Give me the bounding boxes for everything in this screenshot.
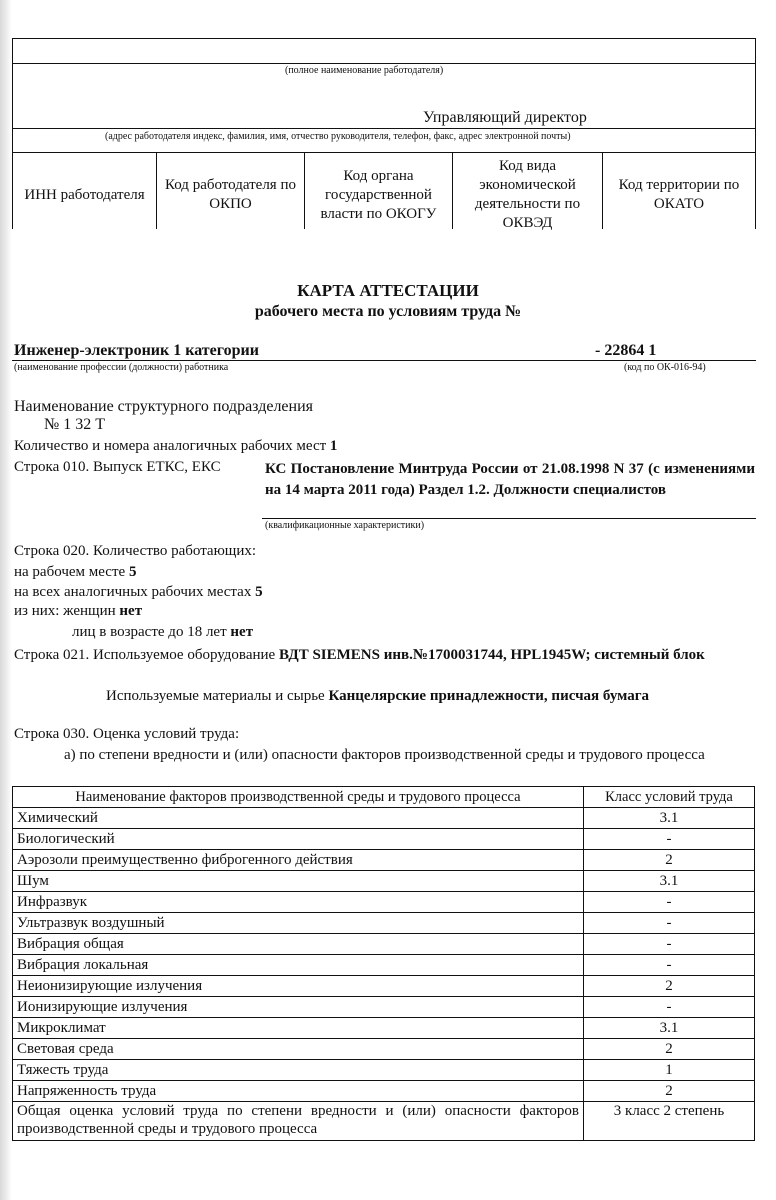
profession-code: - 22864 1 — [595, 342, 657, 359]
row021-materials-value: Канцелярские принадлежности, писчая бумага — [328, 688, 650, 704]
factor-class: 2 — [584, 1081, 755, 1102]
profession-name: Инженер-электроник 1 категории — [14, 342, 259, 359]
factor-name: Ультразвук воздушный — [13, 913, 584, 934]
factor-name: Инфразвук — [13, 892, 584, 913]
table-row — [13, 1039, 755, 1060]
employer-name-caption: (полное наименование работодателя) — [285, 65, 444, 76]
row020-women-label: из них: женщин — [14, 603, 116, 619]
address-line — [13, 128, 755, 129]
row010-value: КС Постановление Минтруда России от 21.08.1998 N 37 (с изменениями на 14 марта 2011 года) Раздел 1.2. Должности специалистов — [265, 461, 755, 498]
row020-minors — [72, 624, 253, 641]
factor-class: 2 — [584, 850, 755, 871]
row030-sub-a: а) по степени вредности и (или) опасности факторов производственной среды и трудового процесса — [64, 747, 705, 763]
factor-class: - — [584, 997, 755, 1018]
table-row — [13, 871, 755, 892]
factor-name: Вибрация локальная — [13, 955, 584, 976]
factor-name: Тяжесть труда — [13, 1060, 584, 1081]
analog-label: Количество и номера аналогичных рабочих мест — [14, 438, 327, 454]
row010-label: Строка 010. Выпуск ЕТКС, ЕКС — [14, 459, 221, 475]
row020-label: Строка 020. Количество работающих: — [14, 543, 257, 559]
table-row — [13, 934, 755, 955]
code-okato: Код территории по ОКАТО — [618, 177, 740, 212]
employer-header-box — [12, 38, 756, 229]
row020-minors-label: лиц в возрасте до 18 лет — [72, 624, 227, 640]
factor-class: 3.1 — [584, 871, 755, 892]
profession-code-caption: (код по ОК-016-94) — [624, 362, 706, 373]
col-factor-header: Наименование факторов производственной среды и трудового процесса — [13, 787, 584, 808]
row021-label: Строка 021. Используемое оборудование — [14, 647, 276, 663]
factor-name: Химический — [13, 808, 584, 829]
card-subtitle: рабочего места по условиям труда № — [254, 303, 522, 320]
table-row — [13, 1018, 755, 1039]
factor-class: - — [584, 913, 755, 934]
factor-class: 3.1 — [584, 808, 755, 829]
row010-caption: (квалификационные характеристики) — [265, 520, 425, 531]
table-row — [13, 808, 755, 829]
code-okogu: Код органа государственной власти по ОКОГУ — [305, 153, 453, 229]
department-value: № 1 32 Т — [44, 416, 106, 433]
employer-codes-row — [13, 153, 755, 229]
row020-women-value: нет — [119, 603, 143, 619]
analog-value: 1 — [329, 438, 338, 454]
factor-name: Неионизирующие излучения — [13, 976, 584, 997]
row021-materials — [14, 686, 756, 706]
row021-materials-label: Используемые материалы и сырье — [106, 688, 325, 704]
row020-all-value: 5 — [255, 584, 263, 600]
row020-all — [14, 584, 263, 601]
col-class-header: Класс условий труда — [584, 787, 755, 808]
department-cut-text — [14, 414, 106, 433]
factor-name: Ионизирующие излучения — [13, 997, 584, 1018]
total-name: Общая оценка условий труда по степени вредности и (или) опасности факторов производственной среды и трудового процесса — [13, 1102, 584, 1141]
card-title: КАРТА АТТЕСТАЦИИ — [297, 281, 479, 300]
row020-workplace-label: на рабочем месте — [14, 564, 126, 580]
factor-class: - — [584, 829, 755, 850]
table-row — [13, 976, 755, 997]
factors-table — [12, 786, 755, 1141]
table-row — [13, 1081, 755, 1102]
table-row — [13, 955, 755, 976]
factor-name: Микроклимат — [13, 1018, 584, 1039]
row021-equipment — [14, 645, 756, 665]
analog-row — [14, 438, 337, 455]
table-row — [13, 850, 755, 871]
factor-name: Аэрозоли преимущественно фиброгенного действия — [13, 850, 584, 871]
total-class: 3 класс 2 степень — [584, 1102, 755, 1141]
profession-line — [12, 360, 756, 361]
profession-caption: (наименование профессии (должности) работника — [14, 362, 229, 373]
table-row — [13, 829, 755, 850]
factor-name: Световая среда — [13, 1039, 584, 1060]
factor-class: - — [584, 892, 755, 913]
code-okpo: Код работодателя по ОКПО — [157, 153, 305, 229]
code-inn: ИНН работодателя — [13, 153, 157, 229]
row030-label: Строка 030. Оценка условий труда: — [14, 726, 240, 742]
table-row — [13, 1060, 755, 1081]
factor-class: 1 — [584, 1060, 755, 1081]
address-caption: (адрес работодателя индекс, фамилия, имя, отчество руководителя, телефон, факс, адрес электронной почты) — [105, 131, 571, 142]
factor-class: 2 — [584, 976, 755, 997]
row021-equipment-value: ВДТ SIEMENS инв.№1700031744, HPL1945W; системный блок — [278, 647, 705, 663]
factor-class: - — [584, 955, 755, 976]
scan-shadow — [0, 0, 12, 1200]
row020-women — [14, 603, 142, 620]
table-row — [13, 997, 755, 1018]
table-row — [13, 892, 755, 913]
code-okved: Код вида экономической деятельности по ОКВЭД — [453, 153, 603, 229]
total-row — [13, 1102, 755, 1141]
factor-name: Шум — [13, 871, 584, 892]
row010-line — [262, 518, 756, 519]
factors-table-header — [13, 787, 755, 808]
row020-all-label: на всех аналогичных рабочих местах — [14, 584, 252, 600]
factor-name: Вибрация общая — [13, 934, 584, 955]
factor-class: 3.1 — [584, 1018, 755, 1039]
row020-workplace-value: 5 — [128, 564, 137, 580]
factor-name: Биологический — [13, 829, 584, 850]
factor-class: 2 — [584, 1039, 755, 1060]
factor-class: - — [584, 934, 755, 955]
row020-workplace — [14, 564, 136, 581]
row020-minors-value: нет — [230, 624, 254, 640]
department-label: Наименование структурного подразделения — [14, 398, 314, 415]
director-title: Управляющий директор — [423, 109, 587, 126]
table-row — [13, 913, 755, 934]
factor-name: Напряженность труда — [13, 1081, 584, 1102]
employer-name-line — [13, 63, 755, 64]
